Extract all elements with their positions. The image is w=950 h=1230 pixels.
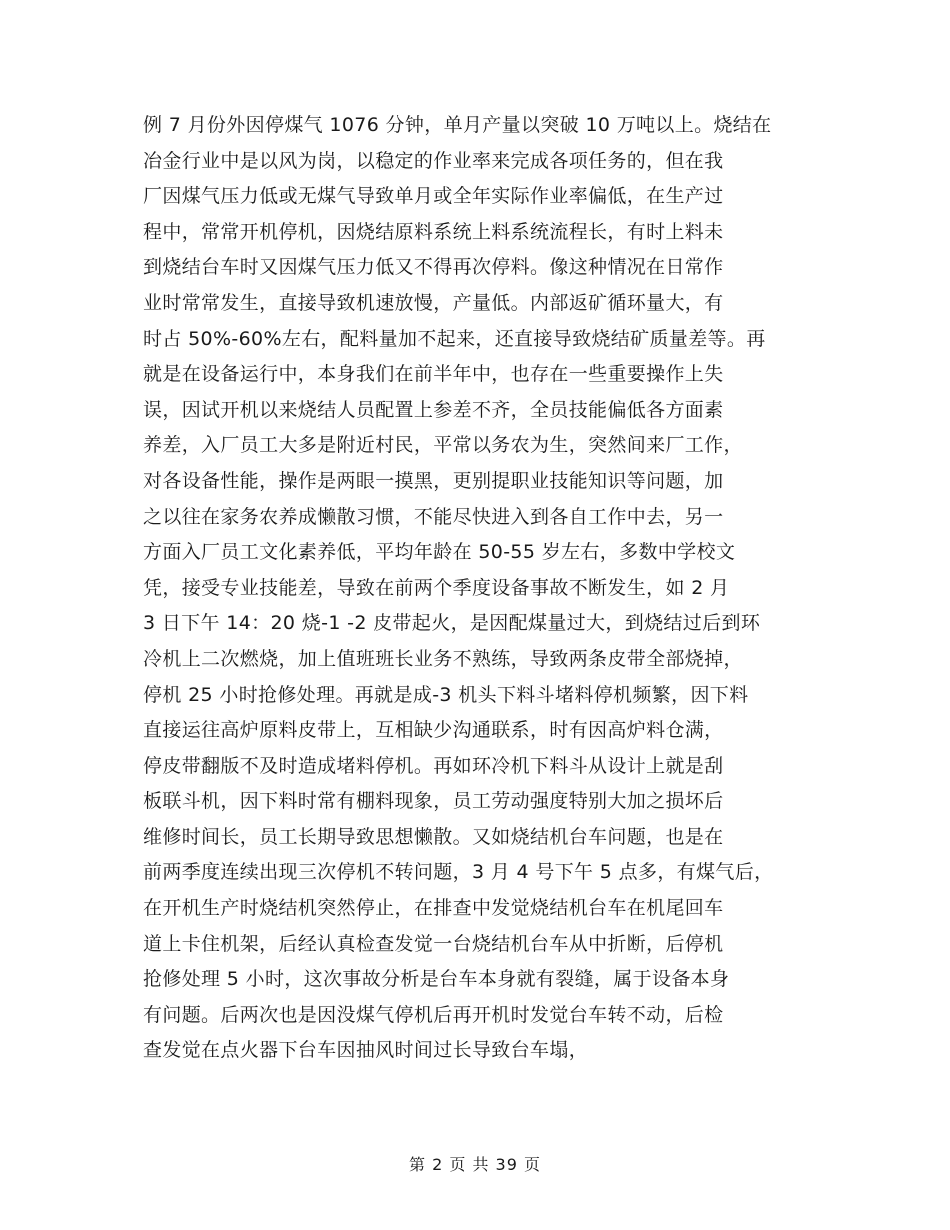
text-line: 停机 25 小时抢修处理。再就是成-3 机头下料斗堵料停机频繁，因下料 [143,683,749,706]
text-line: 厂因煤气压力低或无煤气导致单月或全年实际作业率偏低，在生产过 [143,185,724,208]
text-line: 查发觉在点火器下台车因抽风时间过长导致台车塌， [143,1039,589,1062]
text-line: 例 7 月份外因停煤气 1076 分钟，单月产量以突破 10 万吨以上。烧结在 [143,114,772,136]
text-line: 前两季度连续出现三次停机不转问题，3 月 4 号下午 5 点多，有煤气后， [143,861,774,884]
page-number-footer: 第 2 页 共 39 页 [409,1155,541,1174]
text-line: 在开机生产时烧结机突然停止，在排查中发觉烧结机台车在机尾回车 [143,897,724,920]
text-line: 之以往在家务农养成懒散习惯，不能尽快进入到各自工作中去，另一 [143,505,724,528]
text-line: 程中，常常开机停机，因烧结原料系统上料系统流程长，有时上料未 [143,220,724,243]
text-line: 对各设备性能，操作是两眼一摸黑，更别提职业技能知识等问题，加 [143,469,724,492]
text-line: 板联斗机，因下料时常有棚料现象，员工劳动强度特别大加之损坏后 [143,790,724,813]
text-line: 抢修处理 5 小时，这次事故分析是台车本身就有裂缝，属于设备本身 [143,968,730,991]
text-line: 养差，入厂员工大多是附近村民，平常以务农为生，突然间来厂工作， [143,434,743,457]
text-line: 道上卡住机架，后经认真检查发觉一台烧结机台车从中折断，后停机 [143,932,724,955]
text-line: 冶金行业中是以风为岗，以稳定的作业率来完成各项任务的，但在我 [143,149,724,172]
text-line: 时占 50%-60%左右，配料量加不起来，还直接导致烧结矿质量差等。再 [143,327,766,350]
text-line: 到烧结台车时又因煤气压力低又不得再次停料。像这种情况在日常作 [143,256,724,279]
text-line: 冷机上二次燃烧，加上值班班长业务不熟练，导致两条皮带全部烧掉， [143,647,743,670]
text-line: 停皮带翻版不及时造成堵料停机。再如环冷机下料斗从设计上就是刮 [143,754,724,777]
document-body [143,108,833,1069]
text-line: 3 日下午 14：20 烧-1 -2 皮带起火，是因配煤量过大，到烧结过后到环 [143,612,761,635]
text-line: 有问题。后两次也是因没煤气停机后再开机时发觉台车转不动，后检 [143,1003,724,1026]
text-line: 凭，接受专业技能差，导致在前两个季度设备事故不断发生，如 2 月 [143,576,730,599]
text-line: 误，因试开机以来烧结人员配置上参差不齐，全员技能偏低各方面素 [143,398,724,421]
text-line: 业时常常发生，直接导致机速放慢，产量低。内部返矿循环量大，有 [143,291,724,314]
text-line: 就是在设备运行中，本身我们在前半年中，也存在一些重要操作上失 [143,363,724,386]
text-line: 直接运往高炉原料皮带上，互相缺少沟通联系，时有因高炉料仓满， [143,719,724,742]
text-line: 方面入厂员工文化素养低，平均年龄在 50-55 岁左右，多数中学校文 [143,541,736,564]
text-line: 维修时间长，员工长期导致思想懒散。又如烧结机台车问题，也是在 [143,825,724,848]
